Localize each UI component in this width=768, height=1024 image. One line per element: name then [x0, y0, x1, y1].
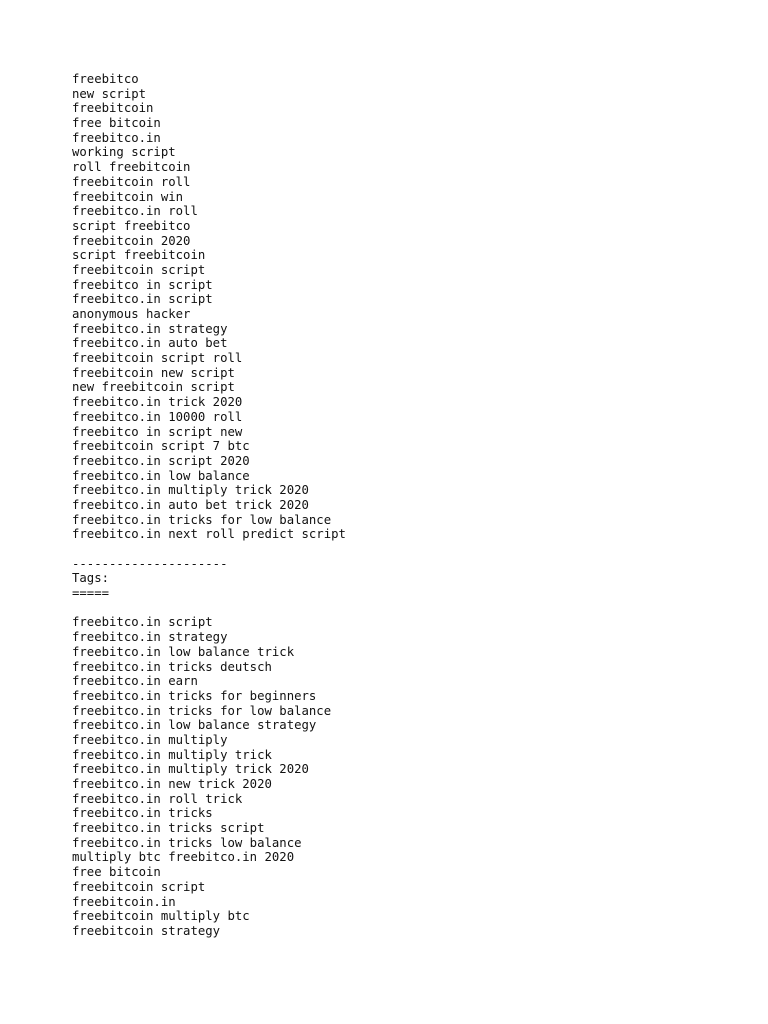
keyword-line: freebitco.in next roll predict script: [72, 527, 346, 542]
blank-line: [72, 601, 346, 616]
keyword-line: freebitco.in strategy: [72, 321, 228, 336]
tag-line: freebitco.in tricks low balance: [72, 835, 302, 850]
tag-line: freebitco.in tricks deutsch: [72, 659, 272, 674]
keyword-line: freebitco: [72, 72, 139, 86]
keyword-line: freebitco.in multiply trick 2020: [72, 483, 309, 498]
tag-line: freebitco.in multiply trick 2020: [72, 762, 309, 777]
keyword-line: free bitcoin: [72, 116, 161, 131]
keyword-line: new freebitcoin script: [72, 380, 235, 395]
keyword-line: freebitco.in auto bet trick 2020: [72, 497, 309, 512]
keyword-line: freebitcoin: [72, 101, 154, 116]
document-page: [72, 72, 346, 939]
tags-heading-underline: =====: [72, 586, 110, 601]
keyword-line: working script: [72, 145, 176, 160]
keyword-line: freebitco.in: [72, 130, 161, 145]
keyword-line: freebitco.in low balance: [72, 468, 250, 483]
tag-line: freebitcoin strategy: [72, 923, 221, 938]
keyword-line: freebitcoin script roll: [72, 351, 243, 366]
tag-line: freebitco.in earn: [72, 674, 198, 689]
tag-line: freebitcoin script: [72, 879, 206, 894]
tag-line: freebitco.in multiply trick: [72, 747, 272, 762]
blank-line: [72, 542, 346, 557]
tag-line: freebitco.in roll trick: [72, 791, 243, 806]
keyword-line: freebitco.in roll: [72, 204, 198, 219]
separator-line: ---------------------: [72, 556, 228, 571]
tag-line: freebitco.in low balance trick: [72, 644, 295, 659]
keyword-line: script freebitco: [72, 218, 191, 233]
keyword-line: roll freebitcoin: [72, 160, 191, 175]
tag-line: freebitco.in new trick 2020: [72, 777, 272, 791]
tag-list: [72, 615, 346, 938]
keyword-line: freebitco.in tricks for low balance: [72, 512, 332, 527]
keyword-line: freebitco in script new: [72, 424, 243, 439]
keyword-line: script freebitcoin: [72, 248, 206, 263]
keyword-line: freebitcoin script: [72, 262, 206, 277]
keyword-line: freebitco.in auto bet: [72, 336, 228, 351]
tag-line: freebitco.in tricks for low balance: [72, 703, 332, 718]
keyword-line: freebitcoin new script: [72, 365, 235, 380]
tag-line: freebitco.in script: [72, 615, 213, 630]
tag-line: freebitco.in tricks for beginners: [72, 688, 317, 703]
tag-line: multiply btc freebitco.in 2020: [72, 850, 295, 865]
keyword-line: freebitcoin win: [72, 189, 184, 204]
keyword-line: new script: [72, 86, 147, 101]
keyword-line: freebitco.in script 2020: [72, 453, 250, 468]
tag-line: freebitco.in tricks: [72, 806, 213, 821]
tag-line: freebitco.in strategy: [72, 630, 228, 645]
tags-heading: Tags:: [72, 571, 110, 586]
tag-line: freebitco.in low balance strategy: [72, 718, 317, 733]
tag-line: freebitco.in tricks script: [72, 821, 265, 836]
keyword-line: freebitcoin 2020: [72, 233, 191, 248]
keyword-line: freebitco.in script: [72, 292, 213, 307]
keyword-line: freebitco.in trick 2020: [72, 395, 243, 410]
tag-line: freebitcoin.in: [72, 894, 176, 909]
keyword-line: freebitcoin script 7 btc: [72, 439, 250, 454]
keyword-line: freebitcoin roll: [72, 174, 191, 189]
keyword-line: freebitco.in 10000 roll: [72, 409, 243, 424]
keyword-line: freebitco in script: [72, 277, 213, 292]
tag-line: freebitcoin multiply btc: [72, 909, 250, 924]
tag-line: freebitco.in multiply: [72, 732, 228, 747]
tag-line: free bitcoin: [72, 865, 161, 880]
keyword-list: [72, 72, 346, 542]
keyword-line: anonymous hacker: [72, 307, 191, 321]
